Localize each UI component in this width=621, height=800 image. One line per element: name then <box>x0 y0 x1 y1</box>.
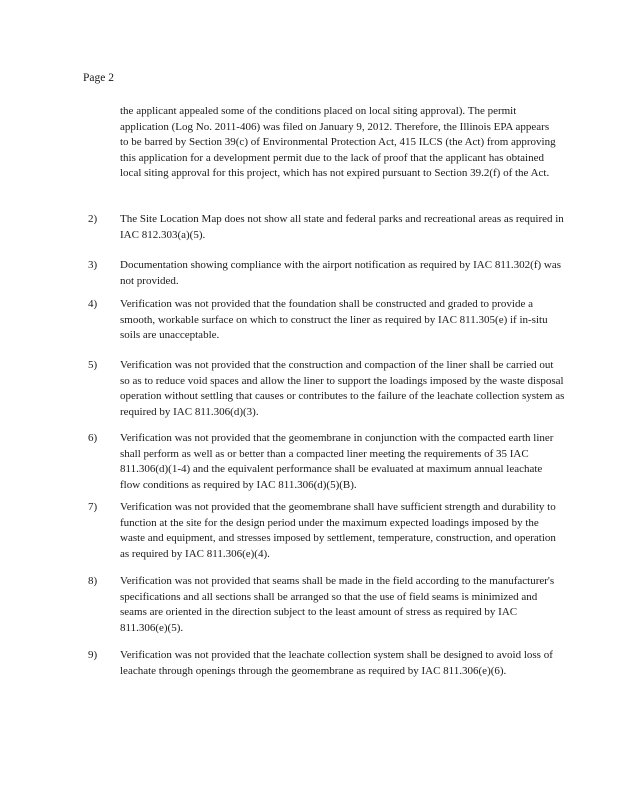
item-text: Verification was not provided that the geomembrane shall have sufficient strength and durability to function at the site for the design period under the maximum expected loadings imposed by the waste and equipment, and stresses imposed by settlement, temperature, construction, and operation as required by IAC 811.306(e)(4). <box>120 501 556 560</box>
item-text: Documentation showing compliance with the airport notification as required by IAC 811.302(f) was not provided. <box>120 259 562 287</box>
item-text: Verification was not provided that the geomembrane in conjunction with the compacted earth liner shall perform as well as or better than a compacted liner meeting the requirements of 35 IAC 811.306(d)(1-4) and the equivalent performance shall be evaluated at maximum annual leachate flow conditions as required by IAC 811.306(d)(5)(B). <box>120 432 554 491</box>
item-text: The Site Location Map does not show all state and federal parks and recreational areas as required in IAC 812.303(a)(5). <box>120 213 564 241</box>
item-text: Verification was not provided that the foundation shall be constructed and graded to provide a smooth, workable surface on which to construct the liner as required by IAC 811.305(e) if in-situ soils are unacceptable. <box>120 298 548 342</box>
item-number: 2) <box>88 213 98 225</box>
item-number: 8) <box>88 575 98 587</box>
item-number: 5) <box>88 359 98 371</box>
item-text: Verification was not provided that seams shall be made in the field according to the manufacturer's specifications and all sections shall be arranged so that the use of field seams is minimized and seams are oriented in the direction subject to the least amount of stress as required by IAC 811.306(e)(5). <box>120 575 555 634</box>
item-text: Verification was not provided that the construction and compaction of the liner shall be carried out so as to reduce void spaces and allow the liner to support the loadings imposed by the waste disposal operation without settling that causes or contributes to the failure of the leachate collection system as required by IAC 811.306(d)(3). <box>120 359 565 418</box>
item-number: 3) <box>88 259 98 271</box>
item-number: 9) <box>88 649 98 661</box>
page-number: Page 2 <box>83 72 114 84</box>
item-text: Verification was not provided that the leachate collection system shall be designed to avoid loss of leachate through openings through the geomembrane as required by IAC 811.306(e)(6). <box>120 649 553 677</box>
item-number: 6) <box>88 432 98 444</box>
item-number: 4) <box>88 298 98 310</box>
continuation-paragraph: the applicant appealed some of the conditions placed on local siting approval). The permit application (Log No. 2011-406) was filed on January 9, 2012. Therefore, the Illinois EPA appears to be barred by Section 39(c) of Environmental Protection Act, 415 ILCS (the Act) from approving this application for a development permit due to the lack of proof that the applicant has obtained local siting approval for this project, which has not expired pursuant to Section 39.2(f) of the Act. <box>120 105 556 180</box>
item-number: 7) <box>88 501 98 513</box>
